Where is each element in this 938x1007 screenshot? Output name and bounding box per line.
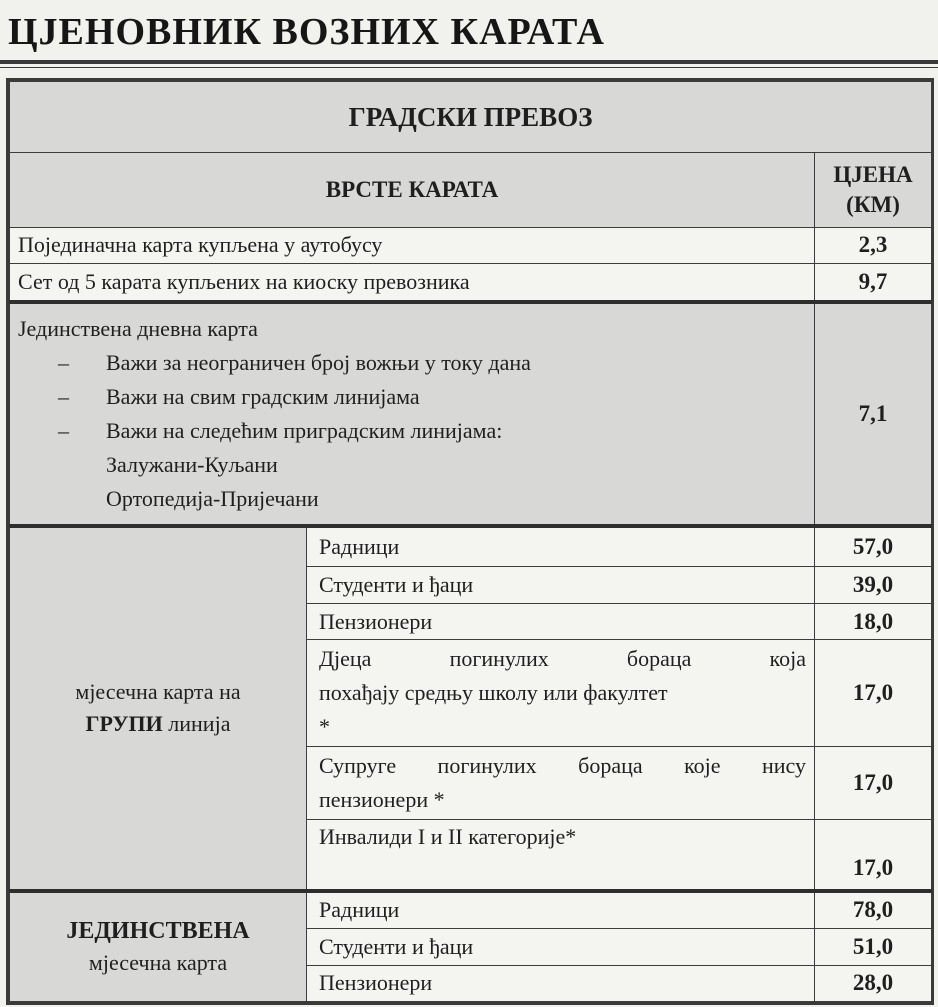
suburban-line: Залужани-Куљани — [106, 451, 278, 477]
ticket-type: Појединачна карта купљена у аутобусу — [10, 227, 815, 263]
ticket-type: Радници — [307, 891, 815, 929]
dash-bullet: – — [58, 417, 69, 443]
column-header-price — [815, 152, 932, 227]
ticket-price: 39,0 — [815, 567, 932, 603]
daily-ticket-label: Јединствена дневна карта — [18, 315, 258, 341]
title-rule — [0, 60, 938, 68]
ticket-type: Пензионери — [307, 603, 815, 639]
ticket-type: Студенти и ђаци — [307, 567, 815, 603]
ticket-price: 18,0 — [815, 603, 932, 639]
ticket-price: 2,3 — [815, 227, 932, 263]
ticket-type: Супруге погинулих бораца које нису пензионери * — [307, 747, 815, 820]
column-header-types: ВРСТЕ КАРАТА — [10, 152, 815, 227]
table-row — [10, 891, 932, 929]
price-header-line1: ЦЈЕНА — [833, 161, 913, 187]
ticket-price: 28,0 — [815, 965, 932, 1002]
ticket-price: 17,0 — [815, 820, 932, 891]
ticket-price: 78,0 — [815, 891, 932, 929]
dash-bullet: – — [58, 349, 69, 375]
table-row — [10, 264, 932, 302]
dash-bullet: – — [58, 383, 69, 409]
price-table-frame — [6, 78, 934, 1005]
ticket-type: Сет од 5 карата купљених на киоску превозника — [10, 264, 815, 302]
list-item: – Важи на следећим приградским линијама: — [18, 414, 806, 448]
table-row — [10, 526, 932, 567]
section-title: ГРАДСКИ ПРЕВОЗ — [10, 82, 932, 153]
suburban-line: Ортопедија-Пријечани — [106, 485, 319, 511]
table-row — [10, 227, 932, 263]
ticket-price: 51,0 — [815, 929, 932, 965]
price-table — [9, 81, 932, 1002]
ticket-type: Радници — [307, 526, 815, 567]
ticket-type: Инвалиди I и II категорије* — [307, 820, 815, 891]
page-title: ЦЈЕНОВНИК ВОЗНИХ КАРАТА — [8, 11, 605, 53]
ticket-price: 17,0 — [815, 640, 932, 747]
group-monthly-label: мјесечна карта на ГРУПИ линија — [10, 526, 307, 890]
ticket-type: Дјеца погинулих бораца која похађају средњу школу или факултет * — [307, 640, 815, 747]
ticket-price: 17,0 — [815, 747, 932, 820]
ticket-price: 57,0 — [815, 526, 932, 567]
group-monthly-bold: ГРУПИ — [85, 711, 163, 737]
list-item: – Важи за неограничен број вожњи у току дана — [18, 346, 806, 380]
unified-monthly-label: ЈЕДИНСТВЕНА мјесечна карта — [10, 891, 307, 1002]
daily-ticket-price: 7,1 — [815, 302, 932, 527]
ticket-type: Студенти и ђаци — [307, 929, 815, 965]
daily-ticket-description — [10, 302, 815, 527]
daily-ticket-row — [10, 302, 932, 527]
ticket-type: Пензионери — [307, 965, 815, 1002]
daily-ticket-conditions — [18, 346, 806, 448]
price-header-line2: (КМ) — [846, 191, 900, 217]
list-item: – Важи на свим градским линијама — [18, 380, 806, 414]
ticket-price: 9,7 — [815, 264, 932, 302]
